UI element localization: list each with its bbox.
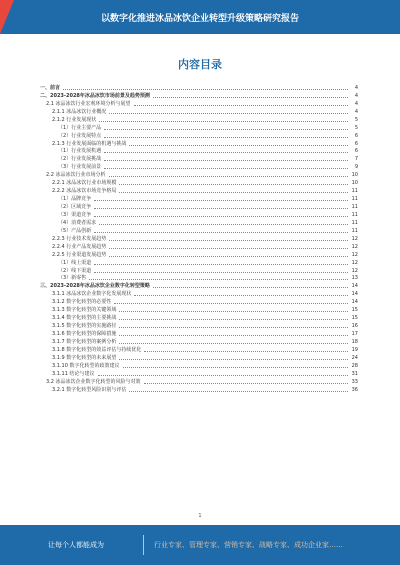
footer-tagline: 行业专家、管理专家、营销专家、战略专家、成功企业家…… [154,541,343,549]
toc-entry-page: 11 [351,196,358,203]
toc-entry-page: 7 [354,156,358,163]
toc-leader-dots [119,342,348,344]
toc-entry-label: 3.1.10 数字化转型的政策建议 [52,362,120,369]
toc-entry[interactable] [40,92,358,100]
toc-title: 内容目录 [178,58,222,71]
toc-entry[interactable] [40,378,358,386]
toc-entry-label: 三、2023-2028年冰品冰饮企业数字化转型策略 [40,283,150,290]
toc-entry-page: 11 [351,219,358,226]
toc-entry-label: 3.2.1 数字化转型风险识别与评估 [52,386,127,393]
toc-entry-label: （2）行业发展特点 [58,132,102,139]
toc-entry[interactable] [40,267,358,275]
toc-entry-page: 5 [354,124,358,131]
toc-entry[interactable] [40,124,358,132]
toc-entry-label: （3）新零售 [58,275,87,282]
toc-entry[interactable] [40,203,358,211]
toc-leader-dots [109,239,348,241]
toc-entry[interactable] [40,155,358,163]
toc-entry-label: 2.1.1 冰品冰饮行业概况 [52,108,107,115]
toc-leader-dots [109,112,348,114]
toc-entry-label: 3.1.2 数字化转型的必要性 [52,299,112,306]
toc-leader-dots [99,223,348,225]
toc-entry-page: 10 [351,172,358,179]
toc-entry-page: 11 [351,227,358,234]
toc-entry-page: 33 [351,378,358,385]
toc-entry-page: 6 [354,148,358,155]
toc-entry-page: 24 [351,354,358,361]
toc-entry-page: 11 [351,188,358,195]
toc-entry-label: 3.1.9 数字化转型的未来展望 [52,354,117,361]
toc-leader-dots [123,366,349,368]
toc-entry-page: 4 [354,108,358,115]
toc-entry-label: 3.1.3 数字化转型的关键领域 [52,307,117,314]
toc-entry[interactable] [40,108,358,116]
toc-entry-page: 11 [351,204,358,210]
toc-entry[interactable] [40,362,358,370]
toc-entry-label: （5）产品创新 [58,227,92,234]
report-title: 以数字化推进冰品冰饮企业转型升级策略研究报告 [100,13,299,24]
toc-entry-page: 4 [354,100,358,107]
toc-entry-page: 12 [351,243,358,250]
toc-leader-dots [89,278,348,280]
toc-entry[interactable] [40,140,358,148]
toc-entry[interactable] [40,386,358,394]
toc-leader-dots [94,271,348,273]
toc-entry[interactable] [40,84,358,92]
report-header [0,0,400,34]
toc-entry-page: 6 [354,132,358,139]
toc-entry[interactable] [40,179,358,187]
toc-entry[interactable] [40,171,358,179]
toc-entry[interactable] [40,116,358,124]
toc-leader-dots [109,175,348,177]
toc-leader-dots [129,390,348,392]
toc-entry-label: 3.1.7 数字化转型的案例分析 [52,338,117,345]
toc-entry[interactable] [40,338,358,346]
toc-leader-dots [134,294,348,296]
toc-entry-page: 4 [354,84,358,91]
toc-entry-page: 15 [351,307,358,314]
toc-entry-label: 3.1.6 数字化转型的保障措施 [52,331,117,337]
toc-entry-label: 2.2.1 冰品冰饮行业市场规模 [52,180,117,187]
toc-entry-label: 2.1.2 行业发展现状 [52,116,97,123]
toc-entry[interactable] [40,354,358,362]
toc-entry-label: 2.2.5 行业渠道发展趋势 [52,251,107,258]
toc-entry[interactable] [40,346,358,354]
toc-entry-page: 12 [351,267,358,274]
toc-entry-page: 14 [351,291,358,298]
toc-entry[interactable] [40,282,358,290]
toc-entry-label: 3.1.8 数字化转型的效益评估与持续优化 [52,346,142,353]
toc-entry-page: 10 [351,180,358,187]
toc-entry[interactable] [40,211,358,219]
toc-entry-label: 2.1 冰品冰饮行业宏观环境分析与展望 [46,100,131,107]
toc-leader-dots [119,358,348,360]
toc-entry-page: 12 [351,235,358,242]
toc-leader-dots [119,334,348,336]
toc-entry[interactable] [40,163,358,171]
toc-entry-label: 3.1.5 数字化转型的实施路径 [52,323,117,330]
toc-entry[interactable] [40,227,358,235]
toc-entry-label: （2）行业发展挑战 [58,156,102,163]
toc-entry-page: 12 [351,259,358,266]
table-of-contents [40,84,358,394]
footer-divider [143,535,144,555]
toc-leader-dots [109,255,348,257]
toc-entry[interactable] [40,243,358,251]
toc-entry-page: 31 [351,370,358,377]
toc-entry[interactable] [40,306,358,314]
toc-entry[interactable] [40,187,358,195]
toc-entry[interactable] [40,298,358,306]
toc-entry-label: 2.2.2 冰品冰饮市场竞争格局 [52,188,117,195]
toc-entry-label: 3.1.4 数字化转型的主要挑战 [52,315,117,322]
toc-entry-label: （1）线上渠道 [58,259,92,266]
toc-leader-dots [94,207,348,209]
page-number: 1 [198,513,202,519]
toc-leader-dots [94,231,348,233]
toc-entry-label: 2.2.4 行业产品发展趋势 [52,243,107,250]
toc-entry-label: （4）消费者需求 [58,219,97,226]
toc-leader-dots [104,151,348,153]
toc-entry-label: 2.2 冰品冰饮行业市场分析 [46,172,106,179]
toc-entry-label: （1）行业发展机遇 [58,148,102,155]
toc-leader-dots [114,302,348,304]
toc-leader-dots [109,247,348,249]
toc-entry-label: 二、2023-2028年冰品冰饮市场前景及趋势预测 [40,92,150,99]
toc-entry-page: 15 [351,315,358,322]
toc-entry[interactable] [40,132,358,140]
toc-leader-dots [144,350,348,352]
toc-entry-page: 4 [354,92,358,99]
toc-entry[interactable] [40,219,358,227]
toc-entry[interactable] [40,235,358,243]
toc-entry-label: （2）区域竞争 [58,204,92,210]
footer-slogan: 让每个人都能成为 [48,541,104,549]
toc-leader-dots [134,104,348,106]
toc-entry-page: 18 [351,338,358,345]
toc-leader-dots [129,144,348,146]
toc-leader-dots [94,199,348,201]
toc-entry[interactable] [40,314,358,322]
footer-banner [0,525,400,565]
toc-entry-page: 14 [351,283,358,290]
toc-entry-page: 36 [351,386,358,393]
toc-entry-label: （1）行业主要产品 [58,124,102,131]
toc-entry-label: 2.1.3 行业发展面临的机遇与挑战 [52,140,127,147]
toc-entry-label: 2.2.3 行业技术发展趋势 [52,235,107,242]
toc-entry-label: （3）行业发展前景 [58,164,102,171]
toc-entry[interactable] [40,322,358,330]
toc-entry-label: 一、前言 [40,84,61,91]
toc-leader-dots [119,318,348,320]
toc-leader-dots [119,310,348,312]
toc-entry-label: （3）渠道竞争 [58,211,92,218]
toc-entry-page: 13 [351,275,358,282]
toc-entry-page: 16 [351,323,358,330]
toc-entry-page: 11 [351,211,358,218]
toc-leader-dots [119,326,348,328]
toc-entry[interactable] [40,251,358,259]
toc-entry-page: 9 [354,164,358,171]
toc-entry-page: 6 [354,140,358,147]
toc-entry[interactable] [40,195,358,203]
toc-leader-dots [94,215,348,217]
toc-entry[interactable] [40,290,358,298]
toc-entry[interactable] [40,370,358,378]
toc-leader-dots [98,374,349,376]
toc-leader-dots [104,136,348,138]
toc-leader-dots [99,120,348,122]
toc-entry-page: 12 [351,251,358,258]
toc-entry-label: 3.1.1 冰品冰饮企业数字化发展现状 [52,291,132,298]
toc-leader-dots [104,159,348,161]
toc-entry[interactable] [40,259,358,267]
toc-leader-dots [153,96,348,98]
toc-entry-page: 28 [351,362,358,369]
toc-entry-label: （2）线下渠道 [58,267,92,274]
toc-leader-dots [153,286,348,288]
toc-entry-page: 17 [351,331,358,337]
toc-leader-dots [63,88,348,90]
toc-leader-dots [94,263,348,265]
toc-leader-dots [104,128,348,130]
toc-leader-dots [119,183,348,185]
toc-entry-label: （1）品牌竞争 [58,196,92,203]
toc-entry-page: 14 [351,299,358,306]
toc-leader-dots [144,382,348,384]
toc-entry-page: 5 [354,116,358,123]
header-accent-shape [0,0,14,34]
toc-entry[interactable] [40,330,358,338]
toc-leader-dots [104,167,348,169]
toc-entry[interactable] [40,148,358,156]
toc-entry-page: 19 [351,346,358,353]
toc-entry-label: 3.1.11 结论与建议 [52,370,95,377]
toc-entry[interactable] [40,275,358,283]
toc-leader-dots [119,191,348,193]
toc-entry-label: 3.2 冰品冰饮企业数字化转型的风险与对策 [46,378,141,385]
toc-entry[interactable] [40,100,358,108]
